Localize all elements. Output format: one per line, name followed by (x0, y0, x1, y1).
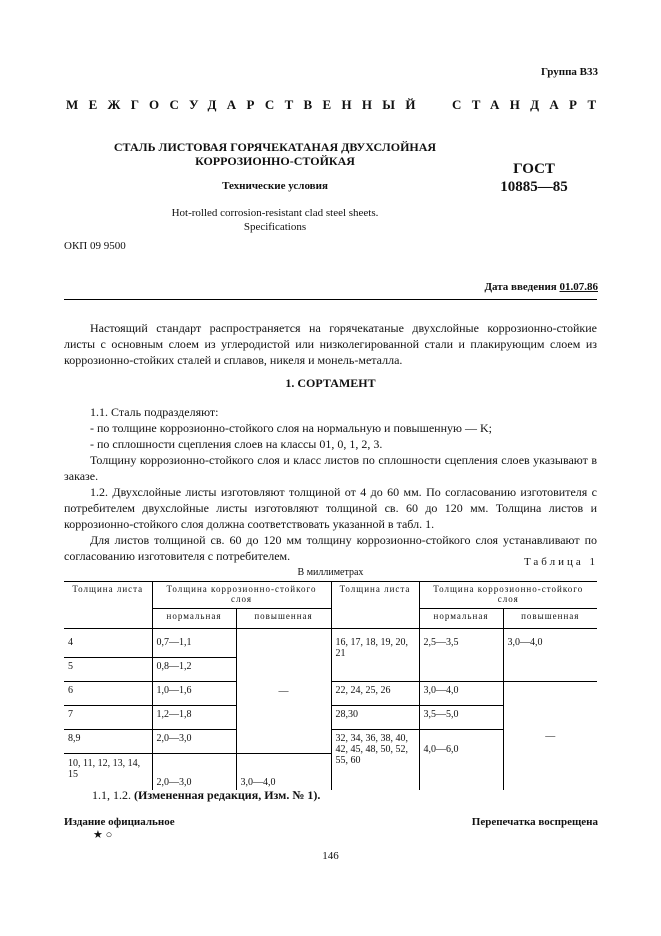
intro-date (484, 281, 598, 293)
para-bullet-1: - по толщине коррозионно-стойкого слоя на нормальную и повышенную — K; (90, 421, 492, 435)
english-title-line-1: Hot-rolled corrosion-resistant clad steel sheets. (171, 207, 379, 219)
thickness-cell: 8,9 (64, 730, 152, 754)
thickness-cell: 6 (64, 682, 152, 706)
para-over-60: Для листов толщиной св. 60 до 120 мм толщину коррозионно-стойкого слоя устанавливают по согласованию изготовителя с потребителем. (64, 533, 597, 563)
thickness-cell: 32, 34, 36, 38, 40, 42, 45, 48, 50, 52, 55, 60 (331, 730, 419, 791)
increased-cell: 3,0—4,0 (236, 754, 331, 791)
increased-dash-right: — (545, 730, 556, 742)
gost-code: 10885—85 (500, 179, 568, 195)
increased-cell: 3,0—4,0 (503, 629, 597, 682)
normal-cell: 3,0—4,0 (419, 682, 503, 706)
increased-dash-left: — (236, 629, 331, 754)
intro-date-value: 01.07.86 (559, 281, 598, 293)
thickness-cell: 5 (64, 658, 152, 682)
section-title: 1. СОРТАМЕНТ (285, 376, 376, 390)
para-1-1: 1.1. Сталь подразделяют: (90, 405, 219, 419)
header-normal-right: нормальная (419, 609, 503, 629)
interstate-heading: МЕЖГОСУДАРСТВЕННЫЙ (66, 97, 426, 112)
table-row (64, 682, 597, 706)
intro-date-label: Дата введения (484, 281, 557, 293)
header-thickness-left: Толщина листа (64, 582, 152, 629)
header-increased-right: повышенная (521, 611, 580, 621)
normal-cell: 0,7—1,1 (152, 629, 236, 658)
header-increased-left: повышенная (236, 609, 331, 629)
document-subtitle: Технические условия (222, 180, 328, 192)
title-line-2: КОРРОЗИОННО-СТОЙКАЯ (195, 154, 355, 168)
amendment-text: (Измененная редакция, Изм. № 1). (134, 788, 321, 802)
document-title (100, 140, 450, 168)
normal-cell: 1,0—1,6 (152, 682, 236, 706)
okp-code: ОКП 09 9500 (64, 240, 126, 252)
thickness-cell: 10, 11, 12, 13, 14, 15 (64, 754, 152, 791)
amendment-note (92, 788, 320, 803)
intro-text: Настоящий стандарт распространяется на горячекатаные двухслойные коррозионно-стойкие листы с основным слоем из углеродистой или низколегированной стали и плакирующим слоем из коррозионно-стойких сталей и сплавов, никеля и монель-металла. (64, 321, 597, 367)
para-bullet-2: - по сплошности сцепления слоев на классы 01, 0, 1, 2, 3. (90, 437, 383, 451)
title-line-1: СТАЛЬ ЛИСТОВАЯ ГОРЯЧЕКАТАНАЯ ДВУХСЛОЙНАЯ (113, 140, 437, 154)
header-layer-right: Толщина коррозионно-стойкого слоя (419, 582, 597, 609)
english-title (100, 206, 450, 234)
page-number: 146 (322, 850, 339, 862)
official-edition: Издание официальное (64, 816, 175, 828)
edition-marks: ★ ○ (93, 829, 113, 841)
amendment-ref: 1.1, 1.2. (92, 788, 131, 802)
thickness-cell: 28,30 (331, 706, 419, 730)
normal-cell: 0,8—1,2 (152, 658, 236, 682)
divider (64, 299, 597, 300)
gost-label: ГОСТ (513, 161, 555, 177)
normal-cell: 3,5—5,0 (419, 706, 503, 730)
english-title-line-2: Specifications (243, 221, 307, 233)
header-layer-left: Толщина коррозионно-стойкого слоя (152, 582, 331, 609)
thickness-cell: 4 (64, 629, 152, 658)
thickness-cell: 7 (64, 706, 152, 730)
para-order: Толщину коррозионно-стойкого слоя и класс листов по сплошности сцепления слоев указывают в заказе. (64, 453, 597, 483)
header-normal-left: нормальная (152, 609, 236, 629)
normal-cell: 4,0—6,0 (419, 730, 503, 791)
group-code: Группа В33 (540, 66, 598, 78)
normal-cell: 1,2—1,8 (152, 706, 236, 730)
thickness-table (64, 581, 597, 790)
table-label: Таблица 1 (523, 556, 598, 568)
thickness-cell: 16, 17, 18, 19, 20, 21 (331, 629, 419, 682)
intro-paragraph (64, 320, 597, 368)
normal-cell: 2,0—3,0 (152, 730, 236, 754)
thickness-cell: 22, 24, 25, 26 (331, 682, 419, 706)
table-units: В миллиметрах (297, 567, 364, 578)
table-row (64, 629, 597, 658)
gost-number (484, 160, 584, 196)
section-body (64, 404, 597, 564)
para-1-2: 1.2. Двухслойные листы изготовляют толщиной от 4 до 60 мм. По согласованию изготовителя с потребителем двухслойные листы изготовляют толщиной св. 60 до 120 мм. Толщина листов и коррозионно-стойкого слоя должна соответствовать указанной в табл. 1. (64, 485, 597, 531)
header-thickness-right: Толщина листа (331, 582, 419, 629)
standard-heading: СТАНДАРТ (452, 97, 607, 112)
reprint-prohibited: Перепечатка воспрещена (471, 816, 598, 828)
normal-cell: 2,5—3,5 (419, 629, 503, 682)
normal-cell: 2,0—3,0 (152, 754, 236, 791)
